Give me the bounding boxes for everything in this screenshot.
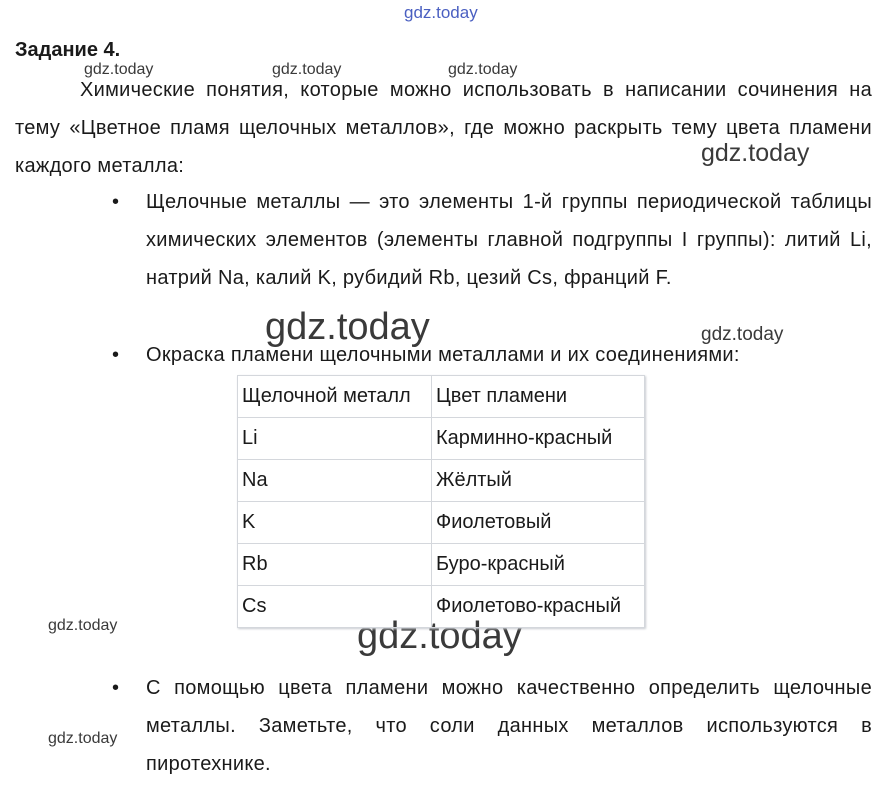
watermark: gdz.today	[272, 61, 342, 78]
intro-paragraph: Химические понятия, которые можно использовать в написании сочинения на тему «Цветное пламя щелочных металлов», где можно раскрыть тему цвета пламени каждого металла:	[15, 79, 872, 177]
table-cell-metal: Cs	[238, 586, 432, 628]
bullet-marker: •	[112, 677, 120, 699]
table-row	[238, 586, 645, 628]
table-cell-color: Буро-красный	[432, 544, 645, 586]
watermark: gdz.today	[265, 306, 430, 348]
bullet-alkali-metals: Щелочные металлы — это элементы 1-й группы периодической таблицы химических элементов (элементы главной подгруппы I группы): литий Li, натрий Na, калий K, рубидий Rb, цезий Cs, франций F.	[146, 191, 872, 289]
watermark: gdz.today	[84, 61, 154, 78]
bullet-marker: •	[112, 191, 120, 213]
watermark-top: gdz.today	[404, 3, 478, 22]
table-cell-color: Фиолетово-красный	[432, 586, 645, 628]
bullet-pyrotechnics: С помощью цвета пламени можно качественно определить щелочные металлы. Заметьте, что соли данных металлов используются в пиротехнике.	[146, 677, 872, 775]
bullet-flame-color: Окраска пламени щелочными металлами и их соединениями:	[146, 344, 740, 366]
bullet-marker: •	[112, 344, 120, 366]
table-row	[238, 502, 645, 544]
task-title: Задание 4.	[15, 39, 121, 61]
table-row	[238, 418, 645, 460]
table-cell-metal: Li	[238, 418, 432, 460]
table-header-row	[238, 376, 645, 418]
table-cell-metal: Na	[238, 460, 432, 502]
watermark: gdz.today	[48, 617, 118, 634]
watermark: gdz.today	[48, 730, 118, 747]
table-header-metal: Щелочной металл	[238, 376, 432, 418]
flame-color-table	[237, 375, 645, 628]
table-cell-metal: Rb	[238, 544, 432, 586]
table-row	[238, 544, 645, 586]
watermark: gdz.today	[357, 615, 522, 657]
watermark: gdz.today	[701, 139, 810, 167]
table-header-color: Цвет пламени	[432, 376, 645, 418]
watermark: gdz.today	[448, 61, 518, 78]
table-cell-color: Карминно-красный	[432, 418, 645, 460]
table-cell-color: Жёлтый	[432, 460, 645, 502]
table-cell-metal: K	[238, 502, 432, 544]
table-cell-color: Фиолетовый	[432, 502, 645, 544]
table-row	[238, 460, 645, 502]
watermark: gdz.today	[701, 324, 784, 345]
